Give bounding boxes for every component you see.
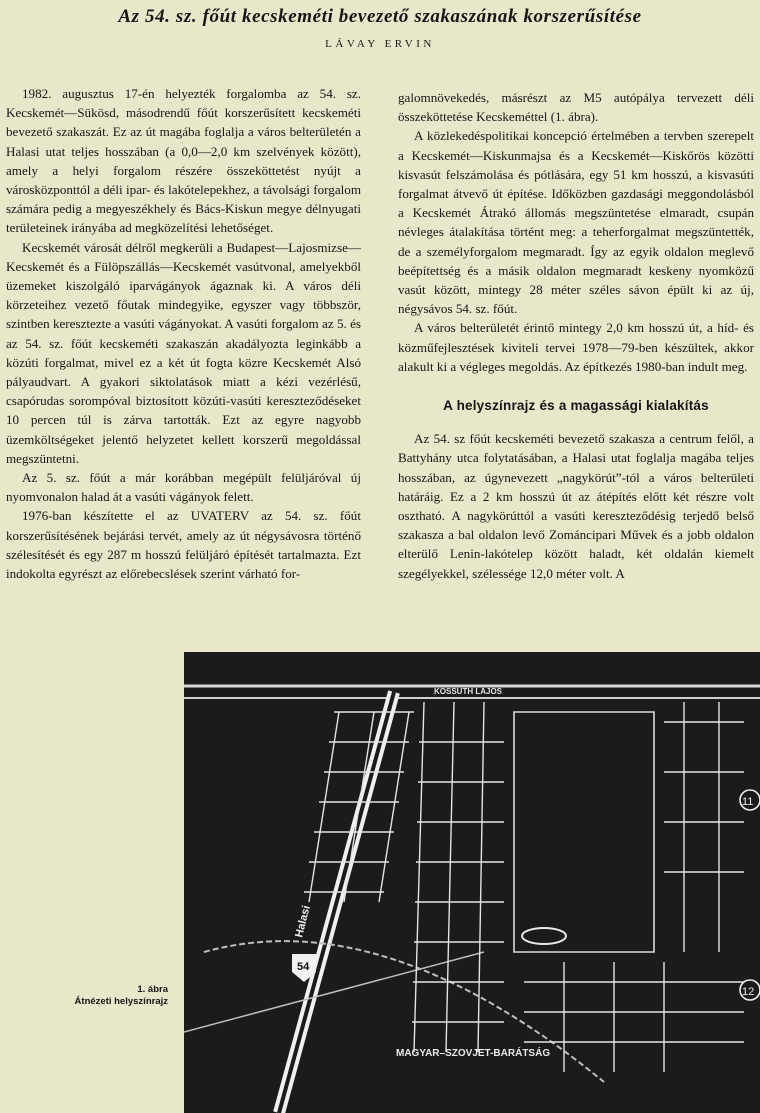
map-road-shield-54: 54 [297,961,310,973]
paragraph-railways: Kecskemét városát délről megkerüli a Budapest—Lajosmizse—Kecskemét és a Fülöpszállás—Kecskemét vasútvonal, amelyekből üzemeket kiszolgáló iparvágányok ágaznak ki. A város déli körzeteihez vezető főutak mindegyike, egyszer vagy többször, szintben keresztezte a vasúti vágányokat. A vasúti forgalom az 5. és az 54. sz. főút kecskeméti szakaszán akadályozta leginkább a közúti forgalmat, mivel ez a két út fogta közre Kecskemét Alsó pályaudvart. A gyakori siktolatások miatt a kézi vezérlésű, csapórudas sorompóval biztosított közúti-vasúti kereszteződéseket 10 percen túl is zárva tartották. Ezt az egyre nagyobb üzemköltségeket jelentő helyzetet kellett korszerű megoldással megszüntetni. [6,239,361,466]
paragraph-plans: A város belterületét érintő mintegy 2,0 km hosszú út, a híd- és közműfejlesztések kiviteli tervei 1978—79-ben készültek, akkor alakult ki a végleges megoldás. Az építkezés 1980-ban indult meg. [398,320,754,374]
article-title: Az 54. sz. főút kecskeméti bevezető szakaszának korszerűsítése [118,6,642,27]
map-label-top-street: KOSSUTH LAJOS [434,687,503,696]
map-marker-12: 12 [742,986,755,998]
left-column [6,84,361,583]
site-plan-figure [184,652,760,1113]
section-heading: A helyszínrajz és a magassági kialakítás [443,398,709,414]
paragraph-layout: Az 54. sz főút kecskeméti bevezető szakasza a centrum felől, a Battyhány utca folytatásában, a Halasi utat foglalja magába teljes hosszában, az úgynevezett „nagykörút”-tól a város belterületi határáig. Ez a 2 km hosszú út az átépítés előtt két részre volt osztható. A nagykörúttól a vasúti kereszteződésig terjedő belső szakasza a bal oldalon levő Zománcipari Művek és a jobb oldalon elterülő Lenin-lakótelep között haladt, két oldalán kiemelt szegélyekkel, szélessége 12,0 méter volt. A [398,431,754,581]
paragraph-intro: 1982. augusztus 17-én helyezték forgalomba az 54. sz. Kecskemét—Sükösd, másodrendű főút korszerűsített kecskeméti bevezető szakaszát. Ez az út magába foglalja a város belterületén a Halasi utat teljes hosszában (a 0,0—2,0 km szelvények között), amely a helyi forgalom részére összeköttetést nyújt a városközponttól a déli ipar- és lakótelepekhez, a távolsági forgalom számára pedig a megyeszékhely és Bács-Kiskun megye délnyugati területeinek irányába ad megközelítési lehetőséget. [6,86,361,236]
map-label-bottom-street: MAGYAR–SZOVJET-BARÁTSÁG [396,1048,551,1059]
figure-number: 1. ábra [137,984,168,995]
paragraph-continuation: galomnövekedés, másrészt az M5 autópálya tervezett déli összeköttetése Kecskeméttel (1. ábra). [398,90,754,125]
figure-caption [20,984,168,1008]
paragraph-flyover: Az 5. sz. főút a már korábban megépült felüljáróval új nyomvonalon halad át a vasúti vágányok felett. [6,470,361,505]
figure-title: Átnézeti helyszínrajz [74,996,168,1007]
paragraph-policy: A közlekedéspolitikai koncepció értelmében a tervben szerepelt a Kecskemét—Kiskunmajsa és a Kecskemét—Kiskőrös közötti kisvasút felszámolása és pótlására, egy 51 km hosszú, a kisvasúti forgalmat átvevő út építése. Időközben gazdasági meggondolásból a Kecskemét Átrakó állomás megszüntetése elmaradt, csupán névleges átalakítása történt meg: a teherforgalmat megszüntették, de a személyforgalom megmaradt. Így az egyik oldalon meglevő beépítettség és a másik oldalon megmaradt keskeny nyomközű vasút között, mintegy 28 méter széles sávon épült ki az új, négysávos 54. sz. főút. [398,128,754,317]
site-plan-map [184,652,760,1113]
right-column [398,88,754,583]
map-label-halasi: Halasi [293,904,313,939]
map-marker-11: 11 [742,796,754,808]
paragraph-uvaterv: 1976-ban készítette el az UVATERV az 54. sz. főút korszerűsítésének bejárási tervét, amely az út négysávosra történő szélesítését és egy 287 m hosszú felüljáró építését tartalmazta. Ezt indokolta egyrészt az előrebecslések szerint várható for- [6,508,361,582]
article-author: LÁVAY ERVIN [325,38,435,50]
